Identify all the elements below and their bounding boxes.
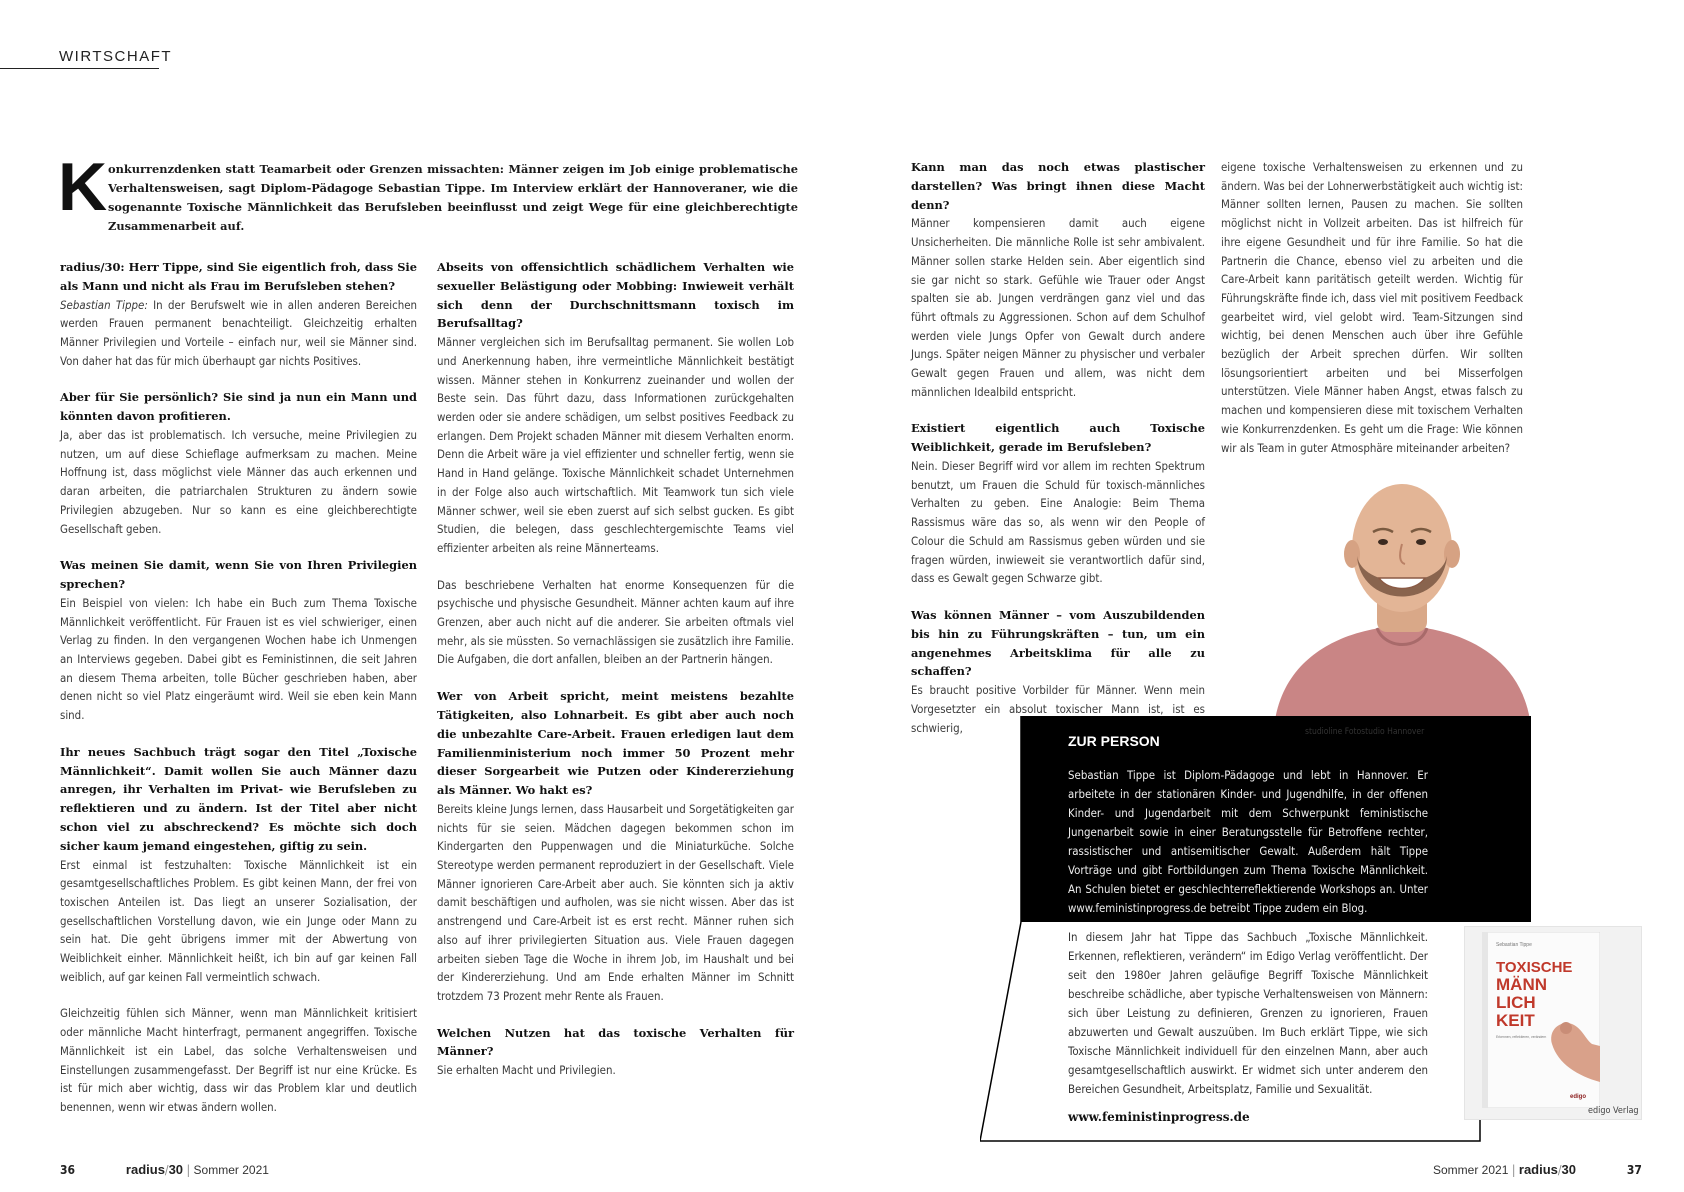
article-column-4 (1221, 158, 1523, 457)
book-subtitle: Erkennen, reflektieren, verändern (1496, 1035, 1547, 1039)
book-title-line-2: MÄNN (1496, 975, 1547, 994)
intro-dropcap: K (58, 149, 108, 225)
question: Wer von Arbeit spricht, meint meistens bezahlte Tätigkeiten, also Lohnarbeit. Es gibt aber auch noch die unbezahlte Care-Arbeit. Frauen erledigen laut dem Familienministerium noch immer 50 Prozent mehr dieser Sorgearbeit wie Putzen oder Kindererziehung als Männer. Wo hakt es? (437, 689, 794, 798)
footer-left: 36 radius/30 | Sommer 2021 (60, 1162, 269, 1177)
question: Welchen Nutzen hat das toxische Verhalten für Männer? (437, 1025, 794, 1059)
question: radius/30: Herr Tippe, sind Sie eigentlich froh, dass Sie als Mann und nicht als Frau im Berufsleben stehen? (60, 260, 417, 293)
question: Kann man das noch etwas plastischer darstellen? Was bringt ihnen diese Macht denn? (911, 160, 1205, 212)
issue-label: Sommer 2021 (193, 1163, 269, 1177)
answer: Gleichzeitig fühlen sich Männer, wenn man Männlichkeit kritisiert oder männliche Macht hinterfragt, permanent angegriffen. Toxische Männlichkeit ist ein Label, das solche Verhaltensweisen und Einstellungen zusammengefasst. Der Begriff ist nur eine Krücke. Es ist für mich aber wichtig, dass wir das Problem klar und deutlich benennen, wenn wir etwas ändern wollen. (60, 1006, 417, 1114)
photo-credit: studioline Fotostudio Hannover (1305, 727, 1425, 737)
intro-lead: onkurrenzdenken statt Teamarbeit oder Grenzen missachten: Männer zeigen im Job einige problematische Verhaltensweisen, sagt Diplom-Pädagoge Sebastian Tippe. Im Interview erklärt der Hannoveraner, wie die sogenannte Toxische Männlichkeit das Berufsleben beeinflusst und zeigt Wege für eine gleichberechtigte Zusammenarbeit auf. (108, 162, 798, 233)
answer (60, 296, 417, 371)
person-box-title: ZUR PERSON (1068, 733, 1160, 749)
answer: Bereits kleine Jungs lernen, dass Hausarbeit und Sorgetätigkeiten gar nichts für sie seien. Mädchen dagegen bekommen schon im Kindergarten den Puppenwagen und die Miniaturküche. Solche Stereotype werden permanent reproduziert in der Gesellschaft. Viele Männer ignorieren Care-Arbeit aber auch. Sie könnten sich ja aktiv damit beschäftigen und aufholen, was sie nicht wissen. Aber das ist anstrengend und Care-Arbeit ist es erst recht. Männer ruhen sich also auf ihrer privilegierten Situation aus. Viele Frauen dagegen arbeiten sieben Tage die Woche in ihrem Job, im Haushalt und bei der Kindererziehung. Und am Ende erhalten Männer im Schnitt trotzdem 73 Prozent mehr Rente als Frauen. (437, 801, 794, 1003)
page-number-right: 37 (1626, 1163, 1642, 1177)
question: Ihr neues Sachbuch trägt sogar den Titel „Toxische Männlichkeit“. Damit wollen Sie auch Männer dazu anregen, ihr Verhalten im Privat- wie Berufsleben zu reflektieren und zu ändern. Ist der Titel aber nicht schon viel zu abschreckend? Es möchte sich doch sicher kaum jemand eingestehen, giftig zu sein. (60, 744, 417, 853)
question: Was können Männer – vom Auszubildenden bis hin zu Führungskräften – tun, um ein angenehmes Arbeitsklima für alle zu schaffen? (911, 607, 1205, 679)
answer: Männer kompensieren damit auch eigene Unsicherheiten. Die männliche Rolle ist sehr ambivalent. Männer sollen starke Helden sein. Aber eigentlich sind sie gar nicht so stark. Gefühle wie Trauer oder Angst spalten sie ab. Jungen verdrängen ganz viel und das führt oftmals zu Aggressionen. Schon auf dem Schulhof werden viele Jungs Opfer von Gewalt durch andere Jungs. Später neigen Männer zu physischer und verbaler Gewalt gegen Frauen und allem, was nicht dem männlichen Idealbild entspricht. (911, 216, 1205, 399)
answer: Erst einmal ist festzuhalten: Toxische Männlichkeit ist ein gesamtgesellschaftliches Problem. Es gibt keinen Mann, der frei von toxischen Anteilen ist. Das liegt an unserer Sozialisation, der gesellschaftlichen Vorstellung davon, wie ein Junge oder Mann zu sein hat. Die geht übrigens immer mit der Abwertung von Weiblichkeit einher. Männlichkeit heißt, ich bin auf gar keinen Fall weiblich, auf gar keinen Fall vermeintlich schwach. (60, 857, 417, 984)
website-link[interactable]: www.feministinprogress.de (1068, 1110, 1250, 1124)
interviewee-name: Sebastian Tippe: (60, 297, 148, 312)
book-cover (1482, 932, 1600, 1108)
book-author: Sebastian Tippe (1496, 942, 1532, 948)
section-rule (0, 68, 159, 69)
book-description: In diesem Jahr hat Tippe das Sachbuch „Toxische Männlichkeit. Erkennen, reflektieren, verändern“ im Edigo Verlag veröffentlicht. Der seit den 1980er Jahren geläufige Begriff Toxische Männlichkeit beschreibe schädliche, aber typische Verhaltensweisen von Männern: sich über Leistung zu definieren, Grenzen zu ignorieren, Frauen abzuwerten und Gewalt auszuüben. Im Buch erklärt Tippe, wie sich Toxische Männlichkeit individuell für den einzelnen Mann, aber auch gesamtgesellschaftlich auswirkt. Er widmet sich unter anderem den Bereichen Gesundheit, Arbeitsplatz, Familie und Sexualität. (1068, 930, 1428, 1096)
footer-right: Sommer 2021 | radius/30 37 (1433, 1162, 1642, 1177)
answer: Männer vergleichen sich im Berufsalltag permanent. Sie wollen Lob und Anerkennung haben, ihre vermeintliche Männlichkeit bestätigt wissen. Männer stehen in Konkurrenz zueinander und wollen der Beste sein. Das führt dazu, dass Informationen zurückgehalten werden oder sie andere schädigen, um selbst positives Feedback zu erlangen. Dem Projekt schaden Männer mit diesem Verhalten enorm. Denn die Arbeit wäre ja viel effizienter und schneller fertig, wenn sie Hand in Hand gelänge. Toxische Männlichkeit schadet Unternehmen in der Folge also auch wirtschaftlich. Mit Teamwork tun sich viele Männer schwer, weil sie eben zuerst auf sich selbst gucken. Es gibt Studien, die belegen, dass geschlechtergemischte Teams viel effizienter arbeiten als reine Männerteams. (437, 335, 794, 555)
article-column-3 (911, 158, 1205, 737)
book-title-line-3: LICH (1496, 993, 1536, 1012)
magazine-brand: radius (1518, 1162, 1558, 1177)
magazine-number: 30 (1561, 1162, 1577, 1177)
publisher-logo: edigo (1570, 1094, 1586, 1100)
book-title-line-1: TOXISCHE (1496, 959, 1573, 976)
answer: Sie erhalten Macht und Privilegien. (437, 1063, 616, 1078)
book-title-line-4: KEIT (1496, 1011, 1535, 1030)
answer: Ja, aber das ist problematisch. Ich versuche, meine Privilegien zu nutzen, um auf diese Schieflage aufmerksam zu machen. Meine Hoffnung ist, dass möglichst viele Männer das auch erkennen und daran arbeiten, die patriarchalen Strukturen zu ändern sowie Privilegien abzugeben. Nur so kann es eine gleichberechtigte Gesellschaft geben. (60, 428, 417, 536)
person-bio: Sebastian Tippe ist Diplom-Pädagoge und lebt in Hannover. Er arbeitete in der stationären Kinder- und Jugendhilfe, in der offenen Kinder- und Jugendarbeit mit dem Schwerpunkt feministische Jungenarbeit sowie in einer Beratungsstelle für Betroffene rechter, rassistischer und antisemitischer Gewalt. Außerdem hält Tippe Vorträge und gibt Fortbildungen zum Thema Toxische Männlichkeit. An Schulen bietet er geschlechterreflektierende Workshops an. Unter www.feministinprogress.de betreibt Tippe zudem ein Blog. (1068, 768, 1428, 915)
answer: Es braucht positive Vorbilder für Männer. Wenn mein Vorgesetzter ein absolut toxischer Mann ist, ist es schwierig, (911, 683, 1205, 735)
answer: eigene toxische Verhaltensweisen zu erkennen und zu ändern. Was bei der Lohnerwerbstätigkeit auch wichtig ist: Männer sollten lernen, Pausen zu machen. Sie sollten möglichst nicht in Vollzeit arbeiten. Das ist hilfreich für ihre eigene Gesundheit und für ihre Familie. So hat die Partnerin die Chance, ebenso viel zu arbeiten und die Care-Arbeit kann paritätisch geteilt werden. Wichtig für Führungskräfte finde ich, dass viel mit positivem Feedback gearbeitet wird, viel gelobt wird. Team-Sitzungen sind wichtig, bei denen Menschen auch über ihre Gefühle bezüglich der Arbeit sprechen dürfen. Wir sollten lösungsorientiert arbeiten und bei Misserfolgen unterstützen. Viele Männer haben Angst, etwas falsch zu machen und kompensieren diese mit toxischem Verhalten wie Konkurrenzdenken. Es geht um die Frage: Wie können wir als Team in guter Atmosphäre miteinander arbeiten? (1221, 160, 1523, 455)
question: Abseits von offensichtlich schädlichem Verhalten wie sexueller Belästigung oder Mobbing: Inwieweit verhält sich denn der Durchschnittsmann toxisch im Berufsalltag? (437, 260, 794, 331)
page-number-left: 36 (60, 1163, 76, 1177)
article-column-1 (60, 258, 417, 1117)
magazine-number: 30 (168, 1162, 184, 1177)
answer: Das beschriebene Verhalten hat enorme Konsequenzen für die psychische und physische Gesundheit. Männer achten kaum auf ihre Grenzen, aber auch nicht auf die anderer. Sie arbeiten oftmals viel mehr, als sie müssten. So vernachlässigen sie zusätzlich ihre Familie. Die Aufgaben, die dort anfallen, bleiben an der Partnerin hängen. (437, 577, 794, 667)
portrait-photo (1265, 470, 1535, 720)
magazine-brand: radius (125, 1162, 165, 1177)
question: Aber für Sie persönlich? Sie sind ja nun ein Mann und könnten davon profitieren. (60, 390, 417, 424)
question: Existiert eigentlich auch Toxische Weiblichkeit, gerade im Berufsleben? (911, 421, 1205, 455)
book-credit: edigo Verlag (1588, 1106, 1639, 1116)
section-label: WIRTSCHAFT (59, 48, 173, 65)
question: Was meinen Sie damit, wenn Sie von Ihren Privilegien sprechen? (60, 558, 417, 592)
answer-text: In der Berufswelt wie in allen anderen Bereichen werden Frauen permanent benachteiligt. Gleichzeitig erhalten Männer Privilegien und Vorteile – einfach nur, weil sie Männer sind. Von daher hat das für mich überhaupt gar nichts Positives. (60, 297, 417, 368)
answer: Ein Beispiel von vielen: Ich habe ein Buch zum Thema Toxische Männlichkeit veröffentlicht. Für Frauen ist es viel schwieriger, einen Verlag zu finden. In den vergangenen Wochen habe ich Unmengen an Interviews gegeben. Dabei gibt es Feministinnen, die seit Jahren an diesem Thema arbeiten, tolle Bücher geschrieben haben, aber denen nicht so viel Platz eingeräumt wird. Weil sie eben kein Mann sind. (60, 595, 417, 723)
article-column-2 (437, 258, 794, 1080)
issue-label: Sommer 2021 (1433, 1163, 1509, 1177)
answer: Nein. Dieser Begriff wird vor allem im rechten Spektrum benutzt, um Frauen die Schuld für toxisch-männliches Verhalten zu geben. Eine Analogie: Beim Thema Rassismus wäre das so, als wenn wir den People of Colour die Schuld am Rassismus geben würden und sie fragen würden, inwieweit sie verantwortlich dafür sind, dass es Gewalt gegen Schwarze gibt. (911, 459, 1205, 586)
